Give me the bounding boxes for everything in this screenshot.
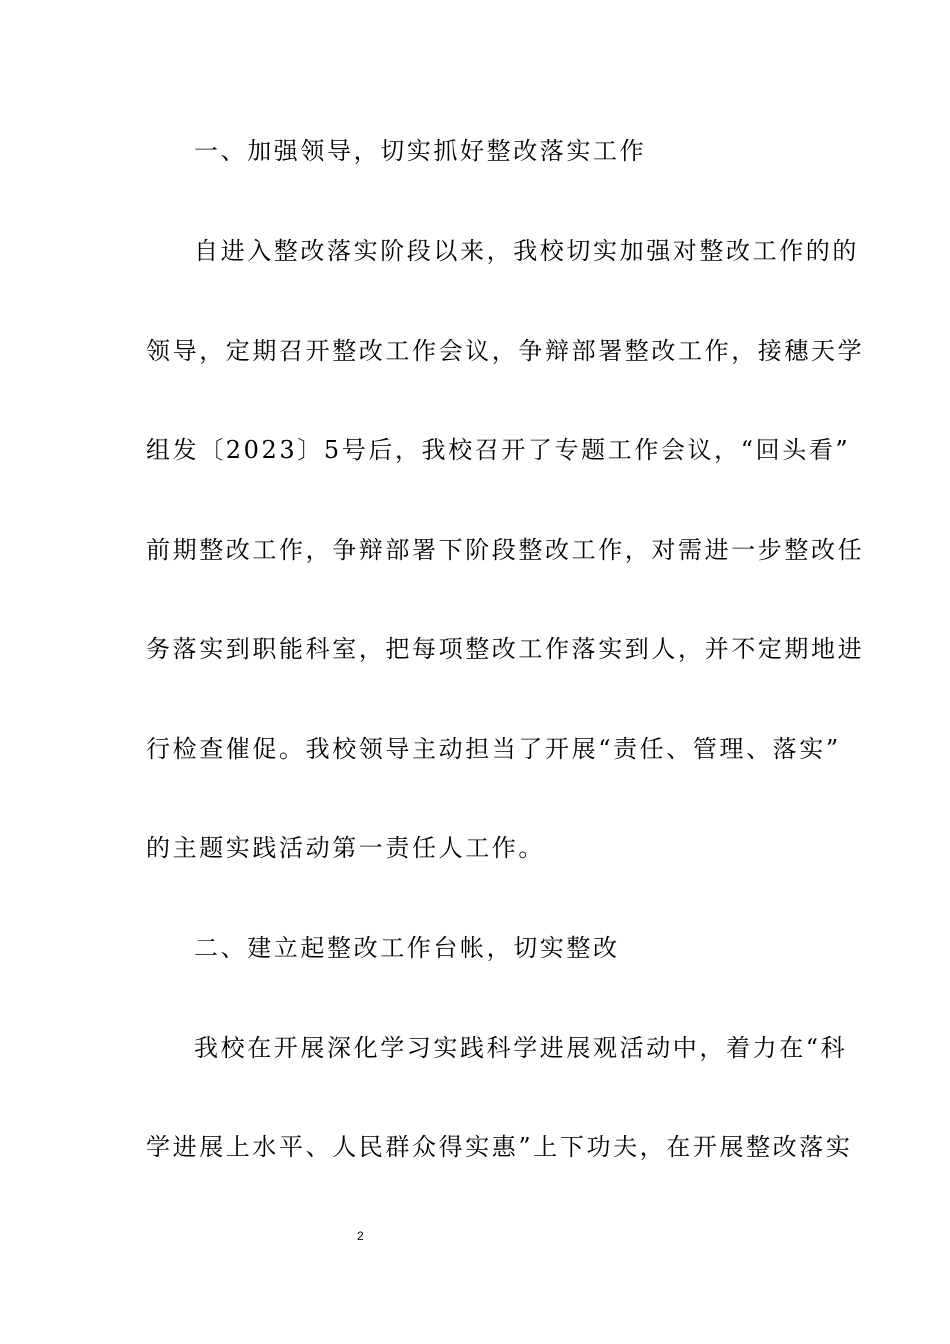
section-heading-1: 一、加强领导，切实抓好整改落实工作 bbox=[194, 137, 647, 165]
paragraph-line: 自进入整改落实阶段以来，我校切实加强对整改工作的的 bbox=[194, 237, 859, 265]
paragraph-line: 学进展上水平、人民群众得实惠”上下功夫，在开展整改落实 bbox=[146, 1133, 853, 1161]
paragraph-line: 的主题实践活动第一责任人工作。 bbox=[146, 834, 545, 862]
paragraph-line: 我校在开展深化学习实践科学进展观活动中，着力在“科 bbox=[194, 1034, 848, 1062]
page-number: 2 bbox=[357, 1229, 364, 1243]
section-heading-2: 二、建立起整改工作台帐，切实整改 bbox=[194, 934, 620, 962]
paragraph-line: 组发〔2023〕5号后，我校召开了专题工作会议，“回头看” bbox=[146, 436, 851, 464]
paragraph-line: 务落实到职能科室，把每项整改工作落实到人，并不定期地进 bbox=[146, 635, 865, 663]
paragraph-line: 行检查催促。我校领导主动担当了开展“责任、管理、落实” bbox=[146, 735, 841, 763]
paragraph-line: 领导，定期召开整改工作会议，争辩部署整改工作，接穗天学 bbox=[146, 337, 865, 365]
paragraph-line: 前期整改工作，争辩部署下阶段整改工作，对需进一步整改任 bbox=[146, 536, 865, 564]
